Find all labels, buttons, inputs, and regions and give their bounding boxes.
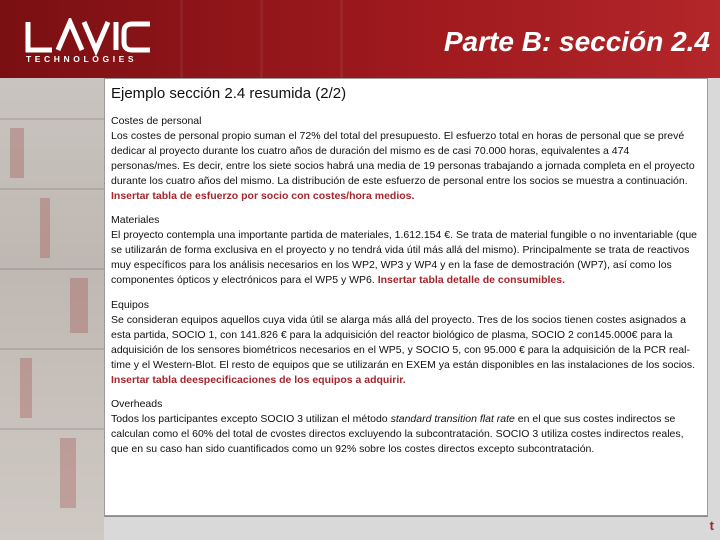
section-personal-costs (111, 114, 699, 203)
section-body: Los costes de personal propio suman el 72% del total del presupuesto. El esfuerzo total en horas de personal que se prevé dedicar al proyecto durante los cuatro años de duración del mismo es de casi 70.000 horas, equivalentes a 474 personas/mes. Es decir, entre los siete socios habrá una media de 19 personas trabajando a jornada completa en el proyecto durante los cuatro años del mismo. La distribución de este esfuerzo de personal entre los socios se muestra a continuación. Insertar tabla de esfuerzo por socio con costes/hora medios. (111, 129, 695, 202)
section-subtitle: Ejemplo sección 2.4 resumida (2/2) (111, 85, 347, 102)
section-body: Todos los participantes excepto SOCIO 3 utilizan el método standard transition flat rate en el que sus costes indirectos se calculan como el 60% del total de cvostes directos excluyendo la subcontratación. SOCIO 3 utiliza costes indirectos reales, que en su caso han sido cuantificados como un 92% sobre los costes directos excepto subcontratación. (111, 413, 684, 456)
section-heading: Equipos (111, 298, 149, 311)
insert-table-note: Insertar tabla detalle de consumibles. (377, 274, 566, 287)
insert-table-note: Insertar tabla deespecificaciones de los equipos a adquirir. (111, 373, 406, 386)
content-panel (104, 78, 708, 516)
decorative-side-image (0, 78, 104, 540)
header-texture (180, 0, 183, 78)
section-body: El proyecto contempla una importante partida de materiales, 1.612.154 €. Se trata de material fungible o no inventariable (que se utilizarán de forma exclusiva en el proyecto y no tendrá vida útil más allá del mismo). Principalmente se trata de reactivos muy específicos para los análisis necesarios en los WP2, WP3 y WP4 y en la fase de demostración (WP7), así como los componentes ópticos y electrónicos para el WP5 y WP6. Insertar tabla detalle de consumibles. (111, 229, 698, 287)
section-equipment (111, 298, 699, 387)
header-texture (340, 0, 343, 78)
section-heading: Materiales (111, 214, 160, 227)
insert-table-note: Insertar tabla de esfuerzo por socio con costes/hora medios. (111, 189, 415, 202)
footer-corner-text: t (709, 518, 714, 533)
section-materials (111, 213, 699, 288)
section-heading: Overheads (111, 398, 163, 411)
logo-subtitle: TECHNOLOGIES (26, 54, 138, 64)
footer-divider (104, 516, 708, 517)
page-title: Parte B: sección 2.4 (443, 26, 710, 57)
section-heading: Costes de personal (111, 115, 202, 127)
header-texture (260, 0, 263, 78)
header-banner (0, 0, 720, 78)
section-overheads (111, 397, 699, 457)
section-body: Se consideran equipos aquellos cuya vida útil se alarga más allá del proyecto. Tres de los socios tienen costes asignados a esta partida, SOCIO 1, con 141.826 € para la adquisición del reactor biológico de plasma, SOCIO 2 con145.000€ para la adquisición de los sensores biométricos necesarios en el WP5, y SOCIO 5, con 95.000 € para la adquisición de la PCR real-time y el Western-Blot. El resto de equipos que se utilizarán en EXEM ya están disponibles en las instalaciones de los socios. Insertar tabla deespecificaciones de los equipos a adquirir. (111, 313, 696, 386)
